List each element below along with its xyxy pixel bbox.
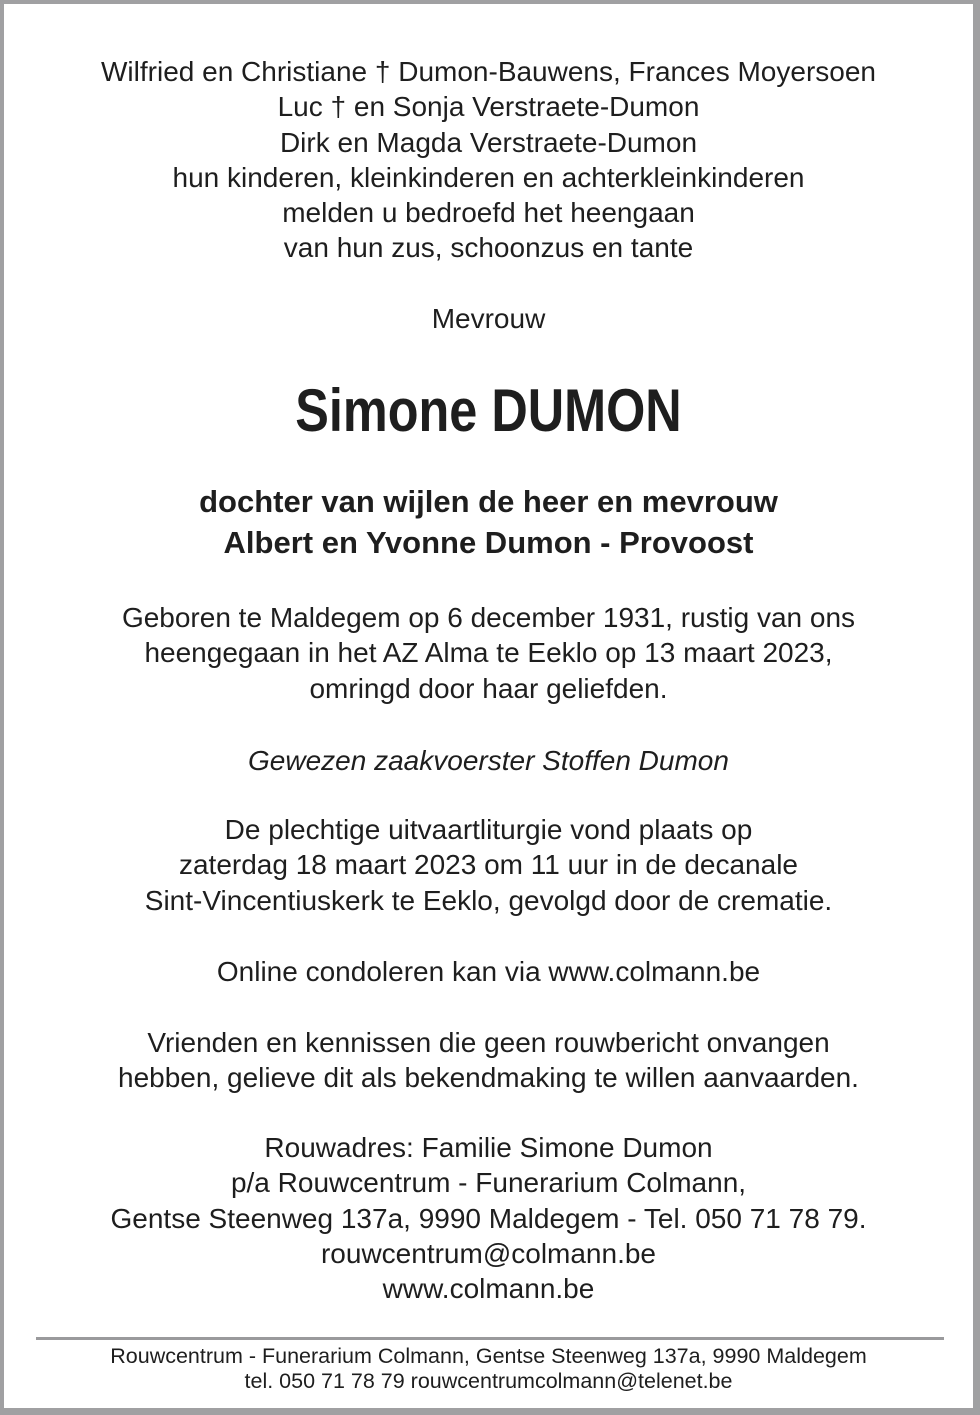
address-line: Gentse Steenweg 137a, 9990 Maldegem - Tel. 050 71 78 79. (110, 1202, 867, 1234)
parents-line: Albert en Yvonne Dumon - Provoost (223, 525, 754, 560)
address-website: www.colmann.be (382, 1273, 595, 1305)
funeral-line: Sint-Vincentiuskerk te Eeklo, gevolgd door de crematie. (144, 884, 833, 916)
address-line: p/a Rouwcentrum - Funerarium Colmann, (230, 1167, 747, 1199)
occupation: Gewezen zaakvoerster Stoffen Dumon (248, 745, 729, 776)
announcer-line: Luc † en Sonja Verstraete-Dumon (277, 91, 700, 123)
footer-line: Rouwcentrum - Funerarium Colmann, Gentse Steenweg 137a, 9990 Maldegem (110, 1344, 867, 1368)
notice (4, 1025, 973, 1096)
obituary-page (4, 4, 973, 1408)
funeral-line: zaterdag 18 maart 2023 om 11 uur in de decanale (178, 849, 798, 881)
condolences: Online condoleren kan via www.colmann.be (216, 956, 761, 987)
birth-death-line: heengegaan in het AZ Alma te Eeklo op 13 maart 2023, (144, 637, 833, 669)
parents (4, 481, 973, 563)
deceased-name: Simone DUMON (295, 377, 682, 444)
notice-line: hebben, gelieve dit als bekendmaking te willen aanvaarden. (118, 1062, 859, 1094)
funeral-line: De plechtige uitvaartliturgie vond plaats op (224, 814, 753, 845)
footer (4, 1344, 973, 1394)
birth-death-line: omringd door haar geliefden. (309, 672, 668, 704)
footer-line: tel. 050 71 78 79 rouwcentrumcolmann@telenet.be (244, 1369, 733, 1393)
parents-line: dochter van wijlen de heer en mevrouw (199, 484, 778, 519)
footer-divider (36, 1337, 944, 1340)
announcers (4, 54, 973, 266)
birth-death-line: Geboren te Maldegem op 6 december 1931, rustig van ons (121, 602, 856, 633)
announcer-line: melden u bedroefd het heengaan (282, 197, 695, 229)
notice-line: Vrienden en kennissen die geen rouwbericht onvangen (147, 1027, 830, 1058)
announcer-line: Dirk en Magda Verstraete-Dumon (279, 126, 698, 158)
address (4, 1130, 973, 1306)
announcer-line: Wilfried en Christiane † Dumon-Bauwens, Frances Moyersoen (101, 56, 876, 87)
address-line: Rouwadres: Familie Simone Dumon (264, 1132, 713, 1163)
birth-death (4, 600, 973, 706)
funeral (4, 812, 973, 918)
salutation: Mevrouw (431, 303, 546, 334)
announcer-line: hun kinderen, kleinkinderen en achterkleinkinderen (172, 161, 805, 193)
announcer-line: van hun zus, schoonzus en tante (283, 232, 694, 264)
address-email: rouwcentrum@colmann.be (320, 1237, 656, 1269)
